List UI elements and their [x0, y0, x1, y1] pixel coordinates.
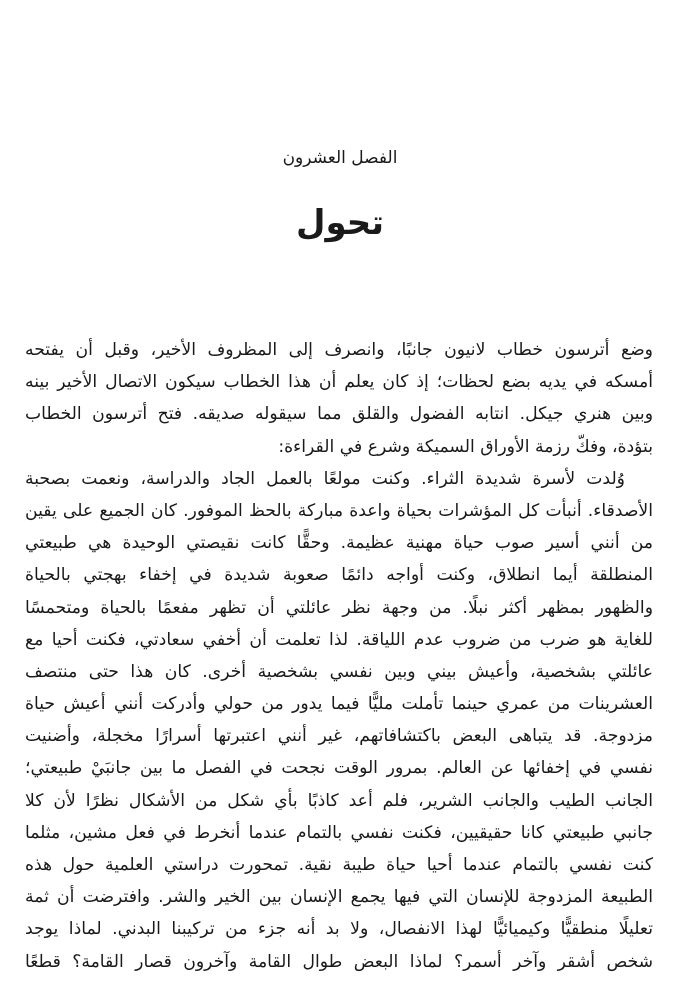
- text-line: عائلتي بشخصية، وأعيش بيني وبين نفسي بشخصية أخرى. كان هذا حتى منتصف: [25, 661, 653, 682]
- text-line: وضع أترسون خطاب لانيون جانبًا، وانصرف إلى المظروف الأخير، وقبل أن يفتحه: [25, 340, 653, 360]
- chapter-label: الفصل العشرون: [282, 148, 398, 168]
- text-line: الأصدقاء. أنبأت كل المؤشرات بحياة واعدة مباركة بالحظ الموفور. كان الجميع على يقين: [25, 500, 653, 521]
- text-line: كنت نفسي بالتمام عندما أحيا حياة طيبة نقية. تمحورت دراستي العلمية حول هذه: [25, 855, 653, 875]
- text-line: وُلدت لأسرة شديدة الثراء. وكنت مولعًا بالعمل الجاد والدراسة، ونعمت بصحبة: [25, 468, 625, 489]
- text-line: والظهور بمظهر أكثر نبلًا. من وجهة نظر عائلتي أن تظهر مفعمًا بالحياة ومتحمسًا: [25, 597, 653, 618]
- chapter-body: [25, 334, 653, 978]
- text-line: أمسكه في يديه بضع لحظات؛ إذ كان يعلم أن هذا الخطاب سيكون الاتصال الأخير بينه: [25, 372, 653, 393]
- text-line: نفسي في إخفائها عن العالم. بمرور الوقت نجحت في الفصل ما بين جانبَيْ طبيعتي؛: [25, 758, 653, 779]
- text-line: الجانب الطيب والجانب الشرير، فلم أعد كاذبًا بأي شكل من الأشكال نظرًا لأن كلا: [25, 790, 653, 811]
- text-line: المنطلقة أيما انطلاق، وكنت أواجه دائمًا صعوبة شديدة في إخفاء بهجتي بالحياة: [25, 565, 653, 586]
- text-line: الطبيعة المزدوجة للإنسان التي فيها يجمع الإنسان بين الخير والشر. وافترضت أن ثمة: [25, 887, 653, 908]
- paragraph-1: [25, 334, 653, 463]
- text-line: بتؤدة، وفكّ رزمة الأوراق السميكة وشرع في القراءة:: [278, 436, 653, 457]
- text-line: شخص أشقر وآخر أسمر؟ لماذا البعض طوال القامة وآخرون قصار القامة؟ قطعًا: [25, 951, 653, 972]
- paragraph-2: [25, 463, 653, 978]
- text-line: تعليلًا منطقيًّا وكيميائيًّا لهذا الانفصال، ولا بد أنه جزء من تركيبنا البدني. لماذا يوجد: [25, 919, 653, 940]
- text-line: العشرينات من عمري حينما تأملت مليًّا فيما يدور من حولي وأدركت أنني أعيش حياة: [25, 694, 653, 715]
- chapter-title: تحول: [295, 203, 385, 243]
- text-line: من أنني أسير صوب حياة مهنية عظيمة. وحقًّا كانت نقيصتي الوحيدة هي طبيعتي: [25, 533, 653, 554]
- text-line: جانبي طبيعتي كانا حقيقيين، فكنت نفسي بالتمام عندما أنخرط في فعل مشين، مثلما: [25, 822, 653, 843]
- text-line: للغاية هو ضرب من ضروب عدم اللياقة. لذا تعلمت أن أخفي سعادتي، فكنت أحيا مع: [25, 629, 653, 650]
- text-line: مزدوجة. قد يتباهى البعض باكتشافاتهم، غير أنني اعتبرتها أسرارًا مخجلة، وأضنيت: [25, 726, 653, 747]
- text-line: وبين هنري جيكل. انتابه الفضول والقلق مما سيقوله صديقه. فتح أترسون الخطاب: [25, 404, 653, 425]
